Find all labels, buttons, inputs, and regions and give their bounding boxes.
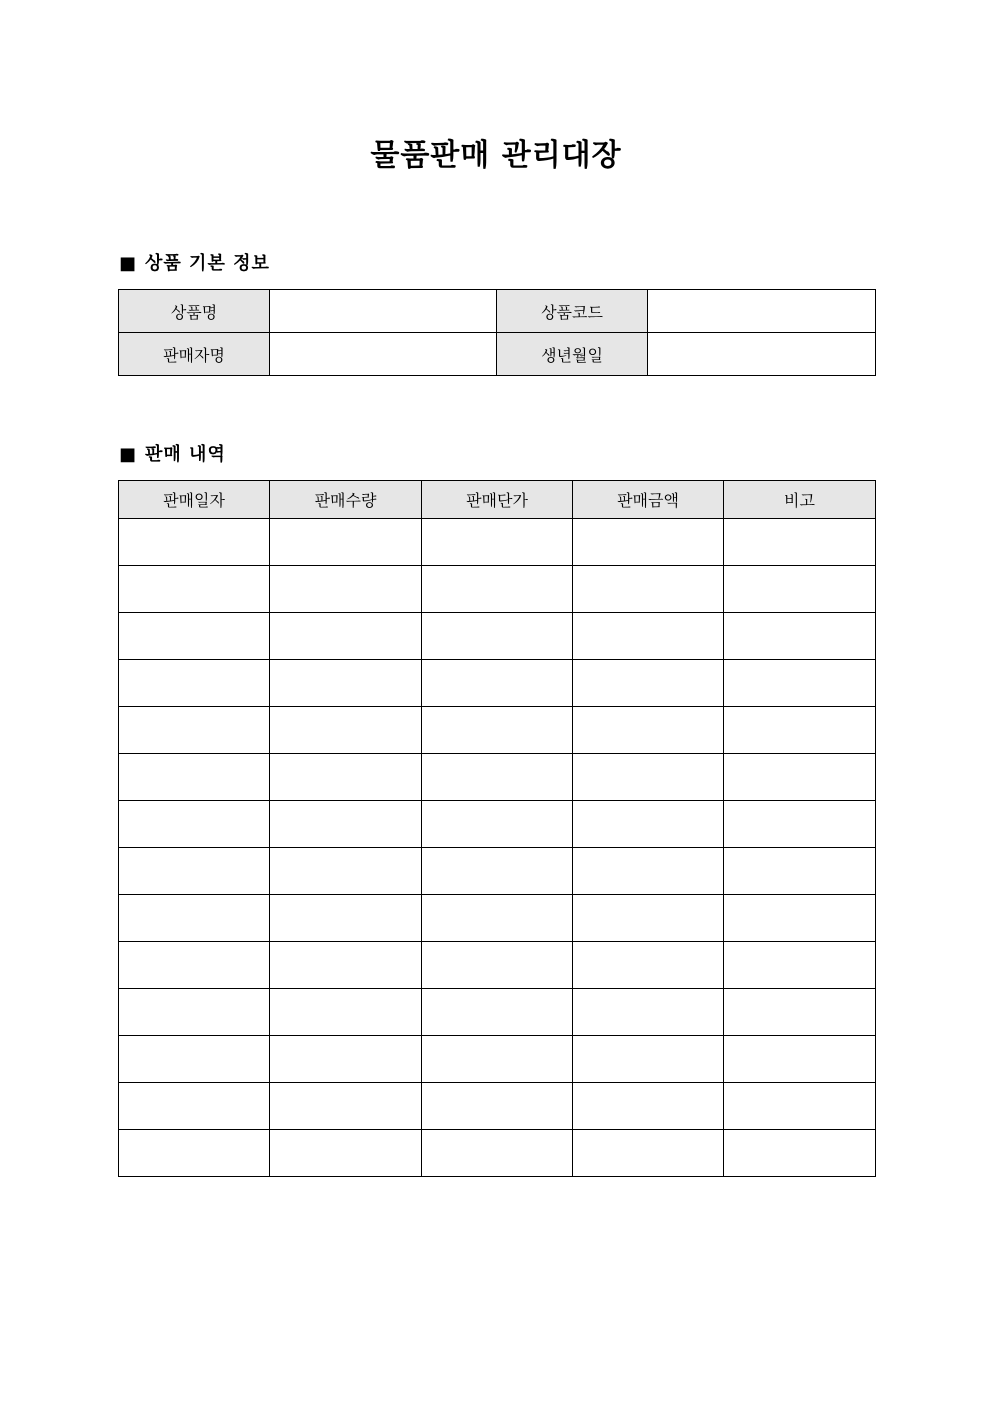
- remarks-cell[interactable]: [724, 801, 876, 848]
- unit-price-cell[interactable]: [422, 660, 573, 707]
- unit-price-cell[interactable]: [422, 1083, 573, 1130]
- remarks-cell[interactable]: [724, 942, 876, 989]
- unit-price-cell[interactable]: [422, 848, 573, 895]
- amount-cell[interactable]: [573, 1036, 724, 1083]
- unit-price-cell[interactable]: [422, 566, 573, 613]
- unit-price-cell[interactable]: [422, 895, 573, 942]
- table-row: [119, 754, 876, 801]
- unit-price-cell[interactable]: [422, 1130, 573, 1177]
- quantity-cell[interactable]: [270, 848, 422, 895]
- table-row: [119, 801, 876, 848]
- sales-history-table: [118, 480, 876, 1177]
- amount-cell[interactable]: [573, 895, 724, 942]
- quantity-cell[interactable]: [270, 707, 422, 754]
- sale-date-cell[interactable]: [119, 754, 270, 801]
- quantity-cell[interactable]: [270, 660, 422, 707]
- table-row: [119, 989, 876, 1036]
- amount-cell[interactable]: [573, 566, 724, 613]
- section-heading-sales-history: [119, 443, 226, 467]
- square-bullet-icon: ■: [119, 444, 138, 465]
- remarks-cell[interactable]: [724, 1083, 876, 1130]
- remarks-cell[interactable]: [724, 1036, 876, 1083]
- table-row: [119, 1083, 876, 1130]
- table-header-row: [119, 481, 876, 519]
- sale-date-cell[interactable]: [119, 895, 270, 942]
- amount-cell[interactable]: [573, 942, 724, 989]
- table-row: [119, 333, 876, 376]
- unit-price-cell[interactable]: [422, 801, 573, 848]
- column-header-amount: 판매금액: [573, 481, 724, 519]
- unit-price-cell[interactable]: [422, 1036, 573, 1083]
- amount-cell[interactable]: [573, 613, 724, 660]
- quantity-cell[interactable]: [270, 566, 422, 613]
- amount-cell[interactable]: [573, 1083, 724, 1130]
- unit-price-cell[interactable]: [422, 519, 573, 566]
- product-code-field[interactable]: [648, 290, 876, 333]
- remarks-cell[interactable]: [724, 566, 876, 613]
- quantity-cell[interactable]: [270, 1083, 422, 1130]
- unit-price-cell[interactable]: [422, 707, 573, 754]
- quantity-cell[interactable]: [270, 1036, 422, 1083]
- sales-table-body: [119, 519, 876, 1177]
- column-header-sale-date: 판매일자: [119, 481, 270, 519]
- quantity-cell[interactable]: [270, 613, 422, 660]
- birth-date-label: 생년월일: [497, 333, 648, 376]
- sale-date-cell[interactable]: [119, 707, 270, 754]
- table-row: [119, 1036, 876, 1083]
- remarks-cell[interactable]: [724, 660, 876, 707]
- remarks-cell[interactable]: [724, 895, 876, 942]
- quantity-cell[interactable]: [270, 1130, 422, 1177]
- quantity-cell[interactable]: [270, 519, 422, 566]
- amount-cell[interactable]: [573, 848, 724, 895]
- remarks-cell[interactable]: [724, 754, 876, 801]
- remarks-cell[interactable]: [724, 613, 876, 660]
- table-row: [119, 895, 876, 942]
- product-code-label: 상품코드: [497, 290, 648, 333]
- sale-date-cell[interactable]: [119, 1130, 270, 1177]
- amount-cell[interactable]: [573, 519, 724, 566]
- amount-cell[interactable]: [573, 707, 724, 754]
- unit-price-cell[interactable]: [422, 989, 573, 1036]
- section-heading-text: 판매 내역: [145, 444, 226, 465]
- unit-price-cell[interactable]: [422, 754, 573, 801]
- column-header-remarks: 비고: [724, 481, 876, 519]
- amount-cell[interactable]: [573, 1130, 724, 1177]
- table-row: [119, 660, 876, 707]
- table-row: [119, 519, 876, 566]
- section-heading-text: 상품 기본 정보: [145, 253, 270, 274]
- table-row: [119, 848, 876, 895]
- remarks-cell[interactable]: [724, 848, 876, 895]
- section-heading-product-info: [119, 252, 270, 276]
- product-name-field[interactable]: [270, 290, 497, 333]
- sale-date-cell[interactable]: [119, 660, 270, 707]
- unit-price-cell[interactable]: [422, 613, 573, 660]
- square-bullet-icon: ■: [119, 253, 138, 274]
- sale-date-cell[interactable]: [119, 566, 270, 613]
- column-header-quantity: 판매수량: [270, 481, 422, 519]
- sale-date-cell[interactable]: [119, 989, 270, 1036]
- sale-date-cell[interactable]: [119, 848, 270, 895]
- sale-date-cell[interactable]: [119, 801, 270, 848]
- amount-cell[interactable]: [573, 989, 724, 1036]
- product-info-table: [118, 289, 876, 376]
- quantity-cell[interactable]: [270, 754, 422, 801]
- table-row: [119, 613, 876, 660]
- quantity-cell[interactable]: [270, 895, 422, 942]
- amount-cell[interactable]: [573, 660, 724, 707]
- remarks-cell[interactable]: [724, 1130, 876, 1177]
- document-title: 물품판매 관리대장: [370, 138, 622, 173]
- amount-cell[interactable]: [573, 754, 724, 801]
- remarks-cell[interactable]: [724, 707, 876, 754]
- table-row: [119, 1130, 876, 1177]
- seller-name-field[interactable]: [270, 333, 497, 376]
- unit-price-cell[interactable]: [422, 942, 573, 989]
- remarks-cell[interactable]: [724, 519, 876, 566]
- quantity-cell[interactable]: [270, 942, 422, 989]
- sale-date-cell[interactable]: [119, 613, 270, 660]
- seller-name-label: 판매자명: [119, 333, 270, 376]
- sale-date-cell[interactable]: [119, 1036, 270, 1083]
- table-row: [119, 707, 876, 754]
- sale-date-cell[interactable]: [119, 942, 270, 989]
- sale-date-cell[interactable]: [119, 1083, 270, 1130]
- quantity-cell[interactable]: [270, 801, 422, 848]
- table-row: [119, 290, 876, 333]
- quantity-cell[interactable]: [270, 989, 422, 1036]
- table-row: [119, 566, 876, 613]
- product-name-label: 상품명: [119, 290, 270, 333]
- sale-date-cell[interactable]: [119, 519, 270, 566]
- birth-date-field[interactable]: [648, 333, 876, 376]
- column-header-unit-price: 판매단가: [422, 481, 573, 519]
- remarks-cell[interactable]: [724, 989, 876, 1036]
- table-row: [119, 942, 876, 989]
- amount-cell[interactable]: [573, 801, 724, 848]
